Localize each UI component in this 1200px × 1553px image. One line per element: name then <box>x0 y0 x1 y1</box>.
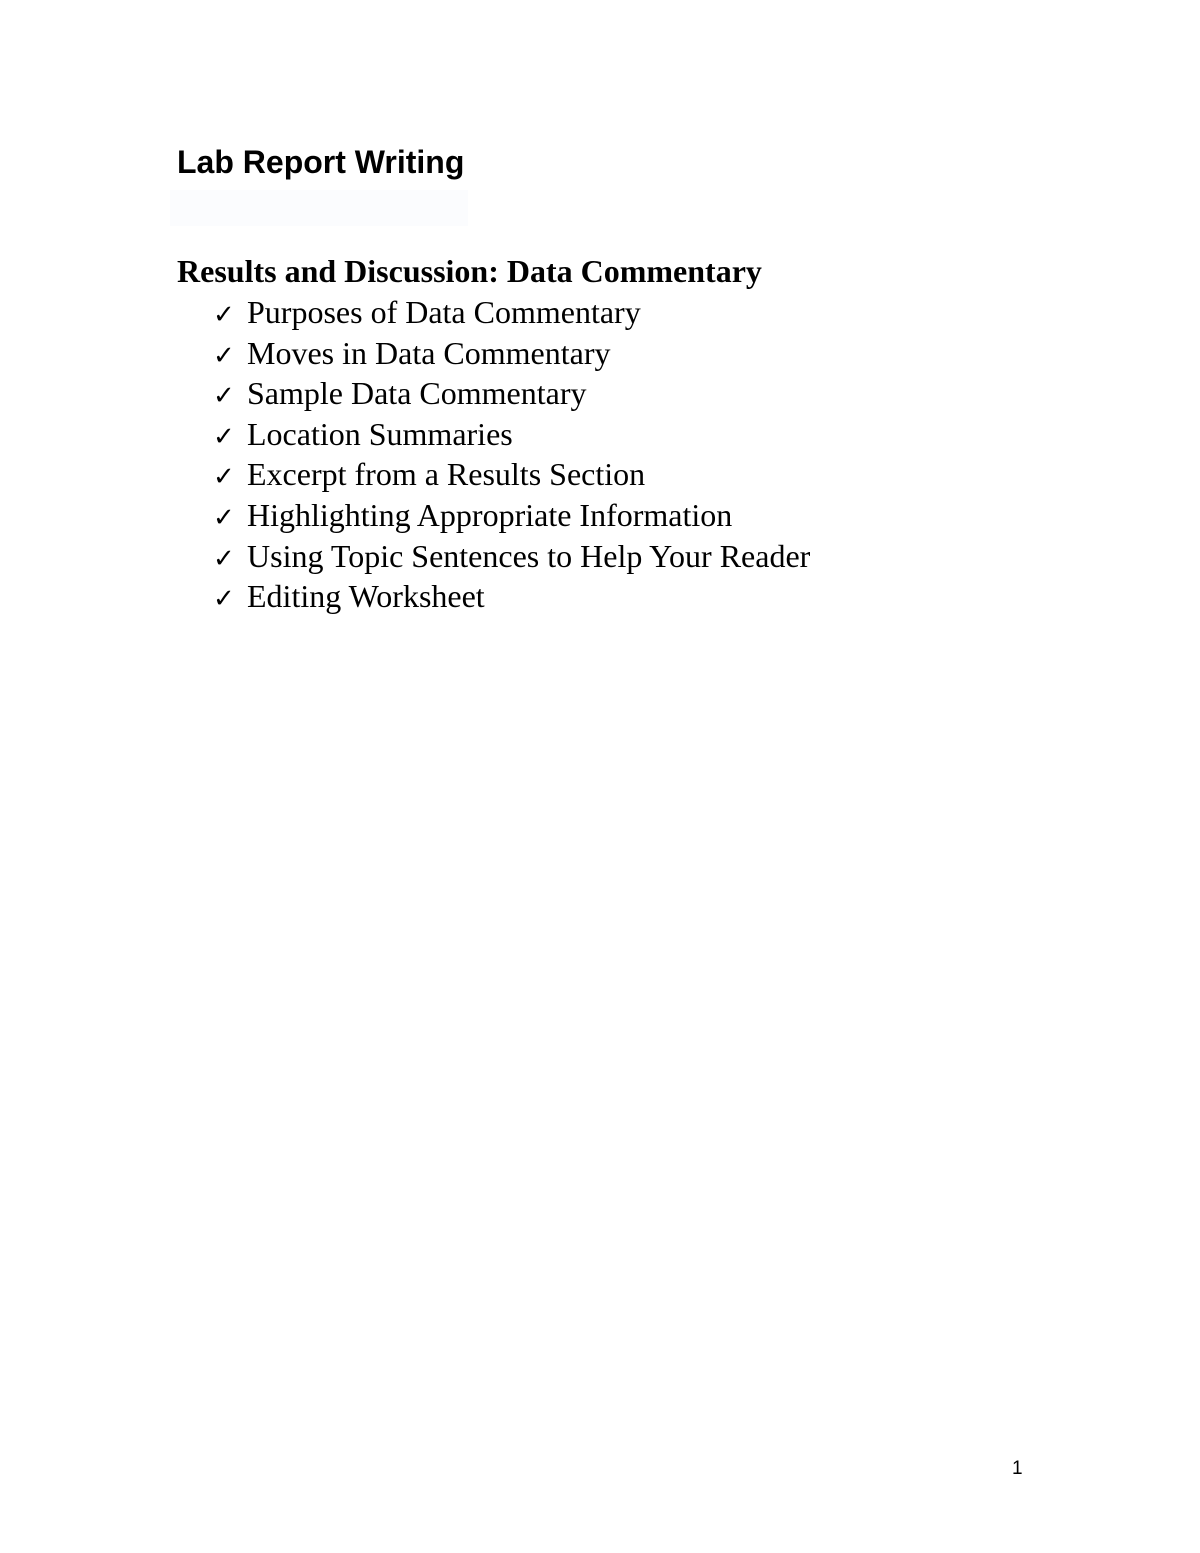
topic-label: Editing Worksheet <box>247 578 485 615</box>
blank-placeholder-block <box>170 190 468 226</box>
topic-label: Location Summaries <box>247 415 513 452</box>
topic-item <box>213 536 810 577</box>
checkmark-icon: ✓ <box>213 584 235 615</box>
checkmark-icon: ✓ <box>213 543 235 574</box>
topic-label: Sample Data Commentary <box>247 375 587 412</box>
checkmark-icon: ✓ <box>213 381 235 412</box>
topic-item <box>213 454 810 495</box>
topic-label: Highlighting Appropriate Information <box>247 496 733 533</box>
document-title: Lab Report Writing <box>177 144 465 180</box>
topic-item <box>213 414 810 455</box>
topic-item <box>213 333 810 374</box>
topic-label: Moves in Data Commentary <box>247 334 611 371</box>
checkmark-icon: ✓ <box>213 421 235 452</box>
topic-item <box>213 576 810 617</box>
topic-item <box>213 495 810 536</box>
topic-label: Purposes of Data Commentary <box>247 294 641 330</box>
topic-item <box>213 292 810 333</box>
topic-label: Using Topic Sentences to Help Your Reader <box>247 537 811 574</box>
checkmark-icon: ✓ <box>213 300 235 330</box>
checkmark-icon: ✓ <box>213 340 235 371</box>
section-heading: Results and Discussion: Data Commentary <box>177 253 762 289</box>
topic-item <box>213 373 810 414</box>
checkmark-icon: ✓ <box>213 462 235 493</box>
topic-label: Excerpt from a Results Section <box>247 456 646 493</box>
page-number: 1 <box>1012 1458 1023 1479</box>
topic-checklist <box>213 292 810 617</box>
checkmark-icon: ✓ <box>213 502 235 533</box>
